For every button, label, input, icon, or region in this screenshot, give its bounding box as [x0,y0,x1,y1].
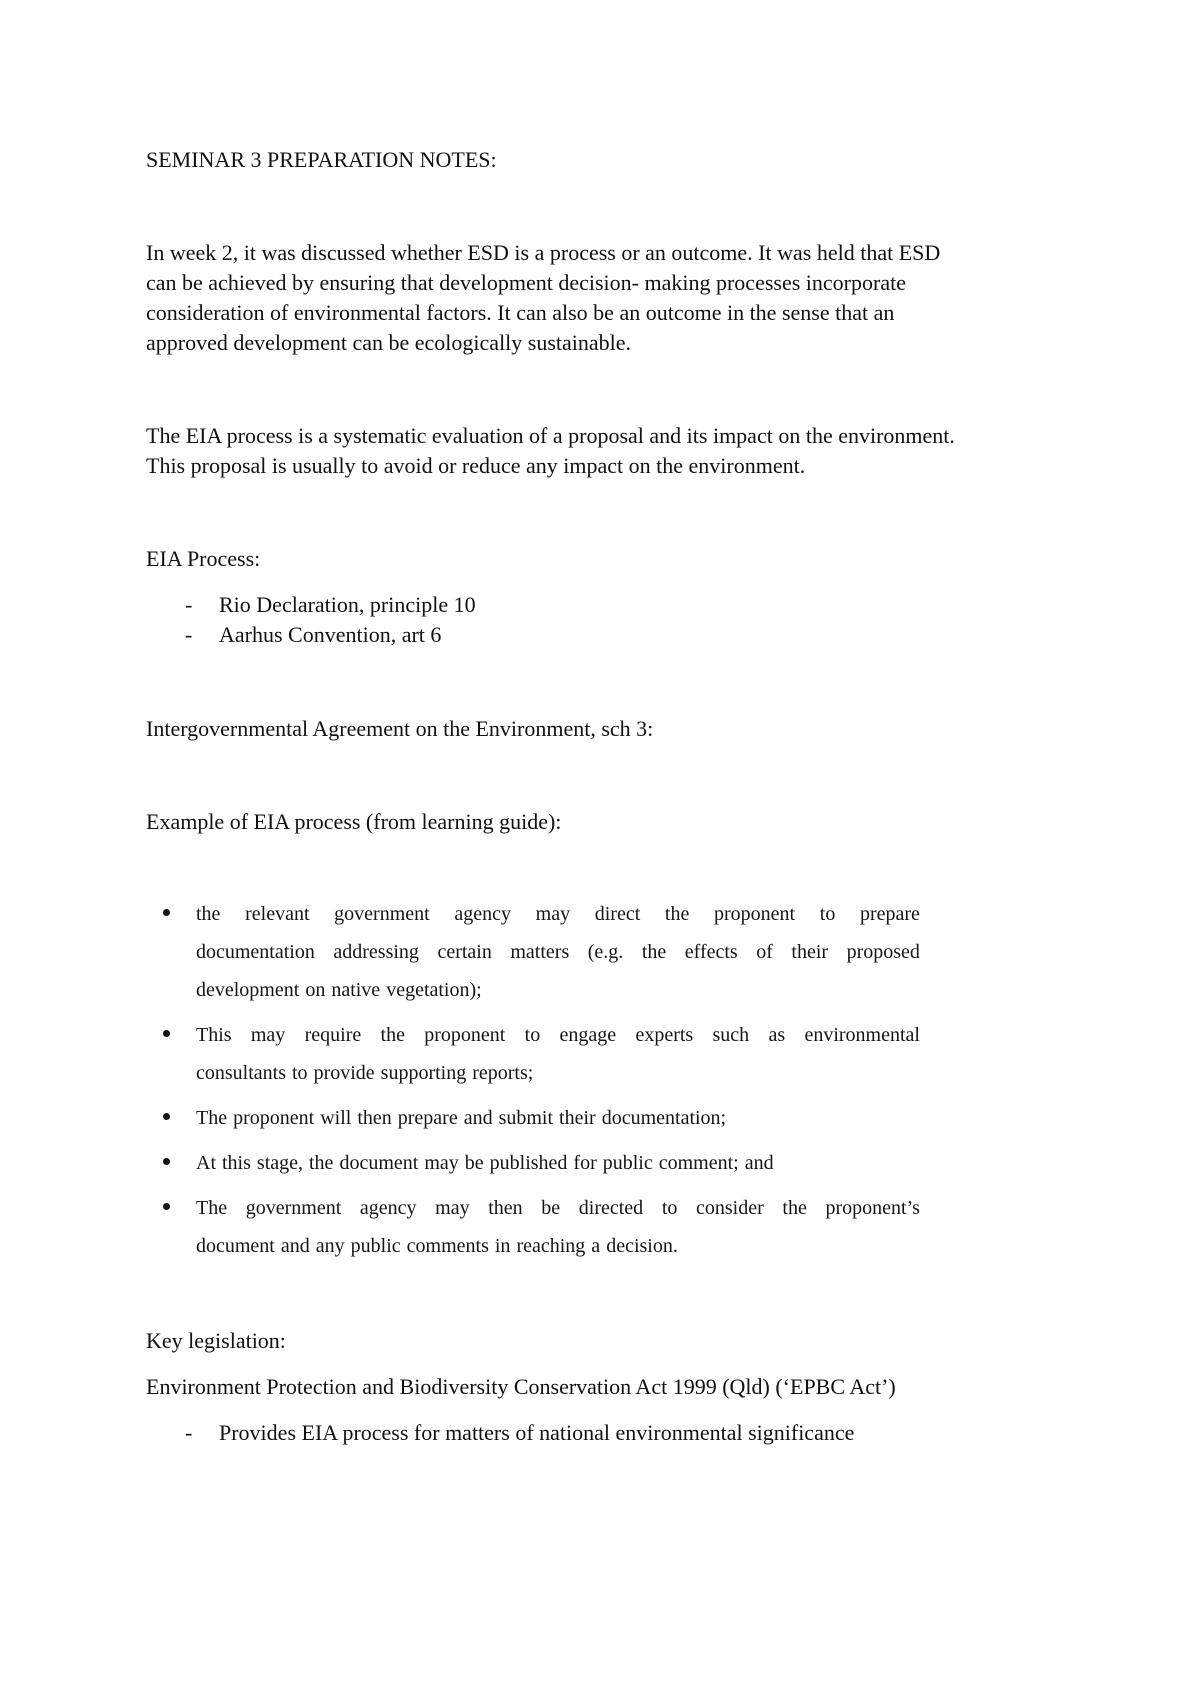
excerpt-line: the relevant government agency may direct the proponent to prepare [196,903,920,925]
bullet-icon [163,1203,170,1210]
paragraph-line: consideration of environmental factors. It can also be an outcome in the sense that an [146,300,895,325]
dash-bullet: - [185,592,193,617]
dash-bullet: - [185,622,193,647]
excerpt-line: At this stage, the document may be published for public comment; and [196,1152,774,1174]
excerpt-item [160,895,920,1009]
paragraph-esd [146,238,940,358]
paragraph-line: This proposal is usually to avoid or reduce any impact on the environment. [146,453,806,478]
list-item [146,620,476,650]
intergovernmental-agreement: Intergovernmental Agreement on the Environment, sch 3: [146,716,654,741]
eia-process-label: EIA Process: [146,546,261,571]
epbc-act-title: Environment Protection and Biodiversity Conservation Act 1999 (Qld) (‘EPBC Act’) [146,1374,896,1399]
excerpt-item [160,1099,920,1137]
excerpt-line: development on native vegetation); [196,979,482,1001]
excerpt-line: This may require the proponent to engage experts such as environmental [196,1024,920,1046]
list-item [146,1418,854,1448]
excerpt-line: consultants to provide supporting reports; [196,1062,534,1084]
example-label: Example of EIA process (from learning guide): [146,809,562,834]
list-item-text: Provides EIA process for matters of national environmental significance [219,1420,855,1445]
excerpt-line: documentation addressing certain matters (e.g. the effects of their proposed [196,941,920,963]
dash-bullet: - [185,1420,193,1445]
list-item-text: Aarhus Convention, art 6 [219,622,442,647]
paragraph-line: In week 2, it was discussed whether ESD is a process or an outcome. It was held that ESD [146,240,941,265]
list-item-text: Rio Declaration, principle 10 [219,592,476,617]
excerpt-item [160,1144,920,1182]
bullet-icon [163,1158,170,1165]
excerpt-line: document and any public comments in reaching a decision. [196,1235,678,1257]
bullet-icon [163,1030,170,1037]
paragraph-line: The EIA process is a systematic evaluation of a proposal and its impact on the environment. [146,423,955,448]
page-title: SEMINAR 3 PREPARATION NOTES: [146,147,497,172]
list-item [146,590,476,620]
eia-process-list [146,590,476,650]
excerpt-line: The government agency may then be directed to consider the proponent’s [196,1197,920,1219]
learning-guide-excerpt [160,895,920,1272]
paragraph-line: approved development can be ecologically sustainable. [146,330,632,355]
bullet-icon [163,909,170,916]
paragraph-line: can be achieved by ensuring that development decision- making processes incorporate [146,270,906,295]
key-legislation-label: Key legislation: [146,1328,286,1353]
paragraph-eia-definition [146,421,955,481]
epbc-act-list [146,1418,854,1448]
bullet-icon [163,1113,170,1120]
excerpt-line: The proponent will then prepare and submit their documentation; [196,1107,727,1129]
excerpt-item [160,1016,920,1092]
excerpt-item [160,1189,920,1265]
